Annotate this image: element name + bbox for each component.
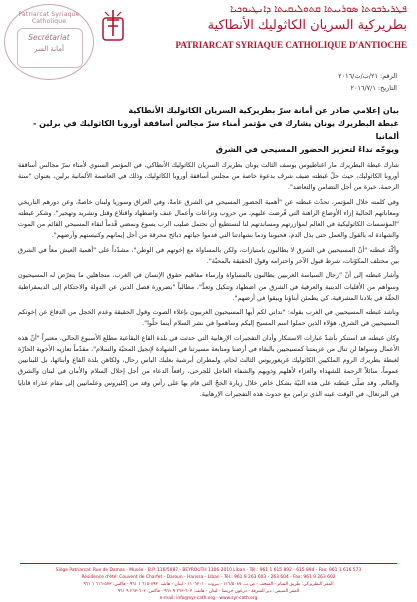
footer-address-line: Résidence d'été: Couvent de Charfet - Daroun - Harissa - Liban - Tél.: 961 9 263 603 - 263 604 - Fax: 961 9 263 602: [81, 575, 336, 580]
body-paragraph: وأكّد غبطته "أنّ المسيحيين في الشرق لا يطالبون بامتيازات، ولكن بالمساواة مع إخوتهم في الوطن"، مشدّداً على "أهمية العيش معاً في الشرق بين مختلف المكوّنات، شرط قبول الآخر واحترامه وقول الحقيقة بالمحبّة".: [18, 245, 399, 265]
body-paragraph: وأشار غبطته إلى أنّ "رجال السياسة الغربيين يطالبون بالمساواة وإرساء مفاهيم حقوق الإنسان في الغرب، متجاهلين ما يتعرّض له المسيحيون وسواهم من الأقليات الدينية والعرقية في الشرق من اضطهاد وتنكيل وتعدٍّ"، مطالباً "بضرورة فصل الدين عن الدولة والاحتكام إلى الديمقراطية الحقّة في بلادنا المشرقية، كي يطمئن أبناؤنا ويبقوا في أرضهم".: [18, 271, 399, 302]
letterhead-footer: [20, 563, 397, 602]
secretariat-stamp: [4, 4, 94, 80]
footer-address-line: المقر البطريركي: طريق الشام - المتحف - ص.ب. ١١٦/٥٠٨٧ - بيروت ١١٠٦٢٠١٠ - لبنان - هاتف: ٨٩٢-٦١٥ ١ ٩٦١ - فاكس: ٥٧٣-٦١٦ ١ ٩٦١: [83, 582, 334, 587]
heading-line: غبطة البطريرك يونان يشارك في مؤتمر أمناء سرّ مجالس أساقفة أوروبا الكاثوليك في برلين - ألمانيا: [33, 119, 399, 141]
stamp-arabic-text: أمانة السر: [34, 45, 64, 53]
statement-heading: [18, 104, 399, 156]
reference-number: الرقم: ٢١/ب/ت/٢٠١٦: [338, 72, 397, 80]
body-paragraph: وناشد غبطته المسيحيين في الغرب بقوله: "نداني لكم أيها المسيحيون الغربيون بإعلاء الصوت وقول الحقيقة وعدم الخجل من الدفاع عن إخوتكم المسيحيين في الشرق، هؤلاء الذين حملوا اسم المسيح إليكم وساهموا في نشر السلام أينما حلّوا".: [18, 308, 399, 328]
stamp-outer-text: Patriarcat Syriaque Catholique: [18, 11, 80, 25]
body-paragraph: شارك غبطة البطريرك مار اغناطيوس يوسف الثالث يونان بطريرك السريان الكاثوليك الأنطاكي، في المؤتمر السنوي لأمناء سرّ مجالس أساقفة أوروبا الكاثوليك، حيث حلّ غبطته ضيف شرف بدعوة خاصة من مجلس أساقفة أوروبا الكاثوليك، وذلك في العاصمة الألمانية برلين، بعنوان "سنة الرحمة، خبرة من أجل التضامن والتعاضد".: [18, 161, 399, 192]
header-french-title: PATRIARCAT SYRIAQUE CATHOLIQUE D'ANTIOCHE: [175, 40, 407, 50]
footer-contact-line: e-mail: info@syr-cath.org - www.syr-cath.org: [159, 596, 258, 601]
body-paragraph: وكان غبطته قد استنكر بأشدّ عبارات الاستنكار وأدان التفجيرات الإرهابية التي حدثت في بلدة القاع البقاعية مطلع الأسبوع الحالي، معتبراً "أنّ هذه الأعمال وسواها لن تنال من عزيمتنا كمسيحيين بالبقاء في أرضنا ومتابعة مسيرتنا في الشهادة لإنجيل المحبّة والسلام"، مقدّماً تعازيه الأخوية الحارّة لغبطة بطريرك الروم الملكيين الكاثوليك غريغوريوس الثالث لحام، ولمطران أبرشية بعلبك الياس رحال، ولكاهن بلدة القاع وأبنائها، بل للبنانيين عموماً، سائلاً الرحمة للشهداء والعزاء لأهلهم وذويهم والشفاء العاجل للجرحى، رافعاً الدعاء من أجل إحلال السلام والأمان في لبنان والشرق والعالم. وقد صلّى غبطته على هذه النيّة بشكل خاص خلال زيارة الحجّ التي قام بها على رأس وفد من إكليروس وعلمانيين إلى مقام عذراء قانايا في البرتغال، في الوقت عينه الذي تزامن مع حدوث هذه التفجيرات الإرهابية.: [18, 333, 399, 398]
body-paragraph: وفي كلمته خلال المؤتمر، تحدّث غبطته عن "أهمية الحضور المسيحي في الشرق عامةً، وفي العراق وسوريا ولبنان خاصةً، وعن دورهم التاريخي ومعاناتهم الحالية إزاء الأوضاع الراهنة التي فُرضت عليهم، من حروب ونزاعات وأعمال عنف واضطهاد واقتلاع وقتل وتشريد وتهجير". وشكر غبطته "المؤسسات الكاثوليكية في العالم لمؤازرتهم ومساندتهم لنا لنستطيع أن نحتمل صليب الرب يسوع ونمضي قُدماً لنقاء المسيحي القائم من الموت والشهادة له بالقول والعمل حتى بذل الدم، فحبوبنا ودما بشهادتنا التي قدموا حياتهم ذبائح محرقة من أجل إيمانهم وكنيستهم وأرضهم".: [18, 197, 399, 240]
letter-date: التاريخ: ٢٠١٦/٧/١: [350, 84, 397, 92]
header-arabic-title: بطريركية السريان الكاثوليك الأنطاكية: [207, 18, 407, 33]
header-syriac-title: ܦܛܪܝܪܟܘܬܐ ܣܘܪܝܝܬܐ ܩܬܘܠܝܩܝܬܐ ܕܐܢܛܝܘܟܝܐ: [230, 4, 407, 15]
statement-body: [18, 160, 399, 403]
heading-line: ويوجّه نداءً لتعزيز الحضور المسيحي في الشرق: [215, 145, 399, 154]
stamp-secretariat-text: Secrétariat: [28, 33, 70, 42]
footer-address-line: Siège Patriarcal: Rue de Damas - Musée - B.P. 116/5087 - BEYROUTH 1106-2010 Liban - Tél.: 961 1 615 892 - 615 894 - Fax: 961 1 616 573: [55, 568, 362, 573]
patriarchate-crest-icon: [99, 8, 127, 42]
heading-line: بيان إعلامي صادر عن أمانة سرّ بطريركية السريان الكاثوليك الأنطاكية: [128, 106, 399, 115]
footer-address-line: المقر الصيفي: دير الشرفة - درعون حريصا - لبنان - هاتف: ٦٠٣-٢٦٣ ٩ ٩٦١ - فاكس: ٦٠٢-٢٦٣ ٩ ٩٦١: [117, 589, 300, 594]
